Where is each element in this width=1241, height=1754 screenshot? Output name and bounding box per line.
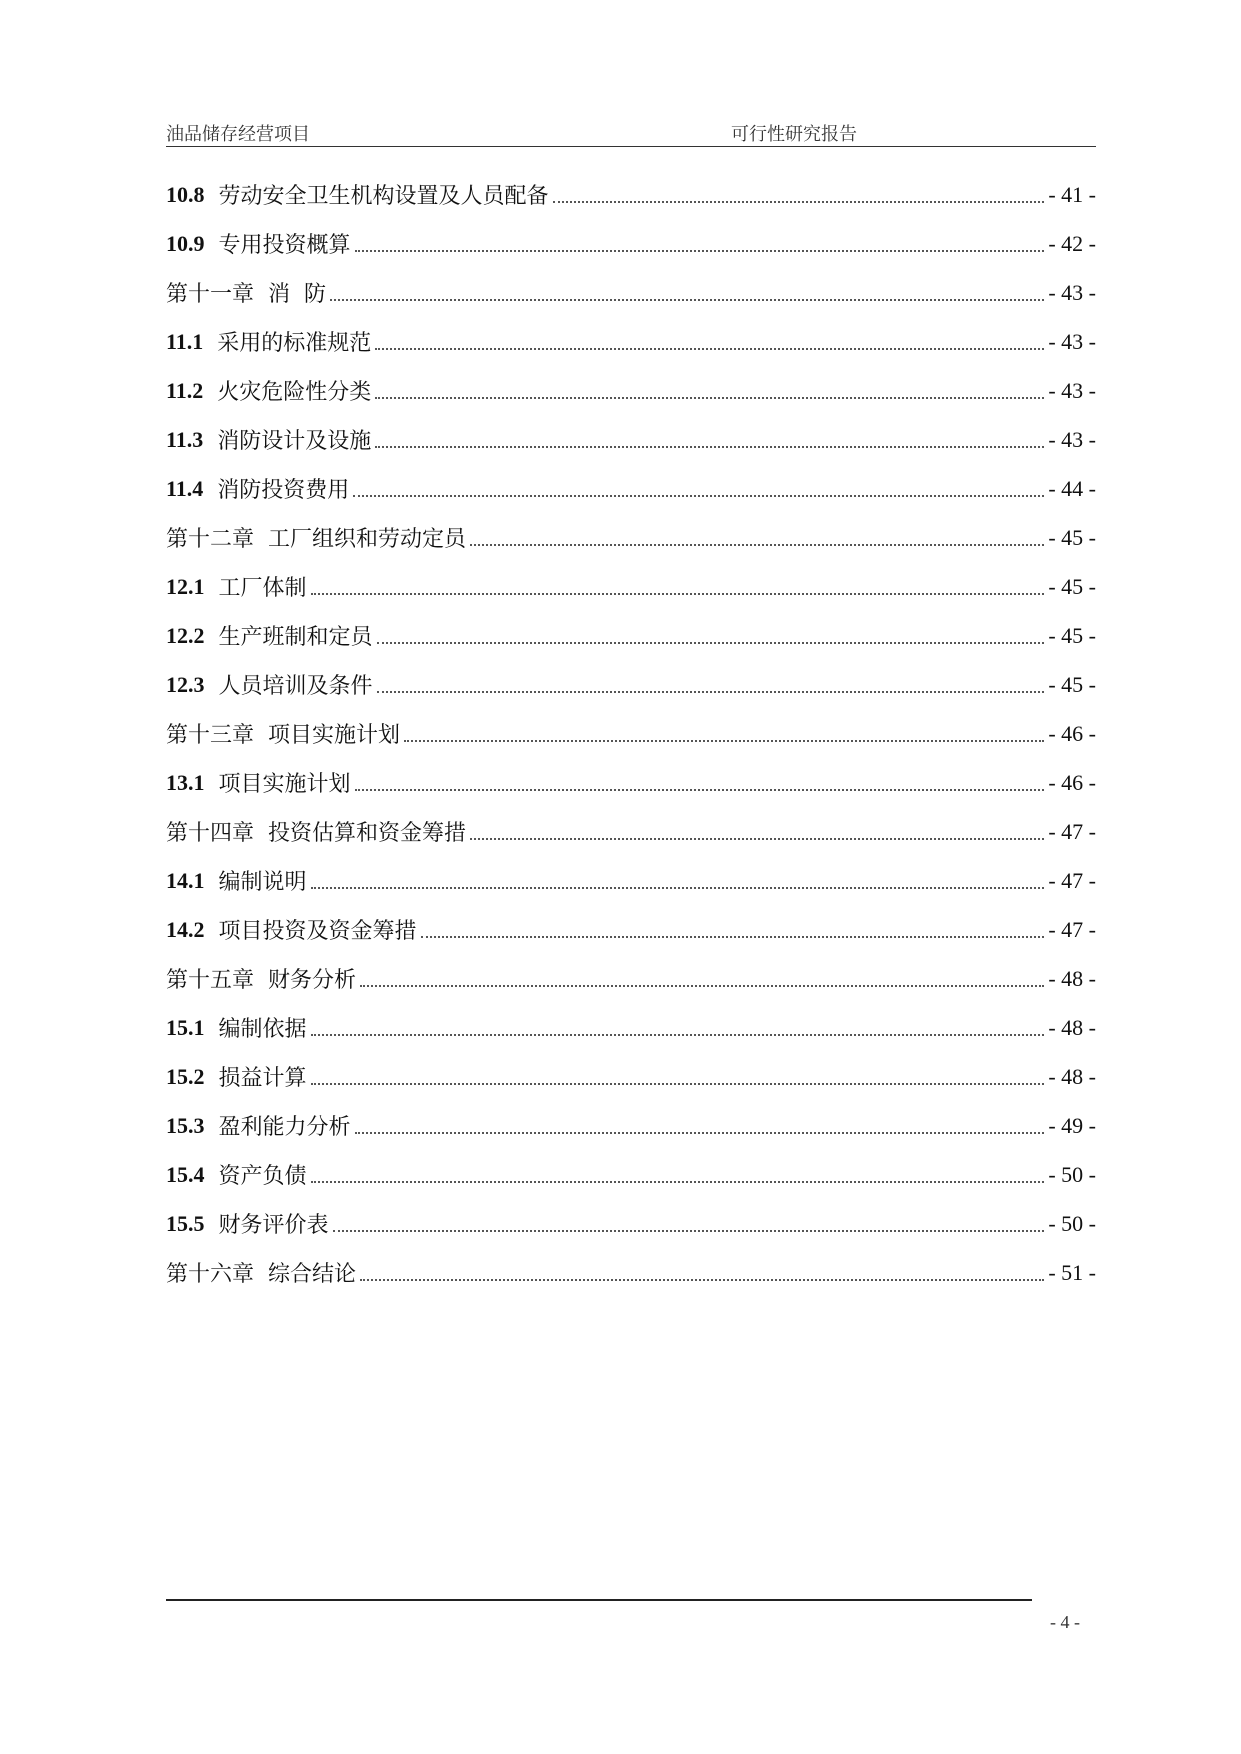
toc-entry-page: - 48 - (1048, 1063, 1096, 1089)
table-of-contents (166, 170, 1096, 1297)
toc-dot-leader (311, 1181, 1045, 1183)
toc-dot-leader (311, 1034, 1045, 1036)
toc-entry-title: 第十四章 投资估算和资金筹措 (166, 821, 466, 846)
toc-entry-page: - 41 - (1048, 181, 1096, 207)
toc-entry-page: - 45 - (1048, 524, 1096, 550)
toc-entry-title: 项目实施计划 (218, 772, 351, 797)
toc-dot-leader (421, 936, 1045, 938)
toc-dot-leader (377, 691, 1045, 693)
header-document-title: 油品储存经营项目 (166, 124, 310, 145)
toc-entry-number: 12.2 (166, 622, 205, 648)
toc-entry-page: - 47 - (1048, 916, 1096, 942)
toc-entry-title: 损益计算 (218, 1066, 307, 1091)
toc-entry[interactable] (166, 170, 1096, 219)
toc-entry-number: 10.9 (166, 230, 205, 256)
toc-entry-page: - 45 - (1048, 573, 1096, 599)
toc-entry-title: 消防设计及设施 (217, 429, 372, 454)
toc-entry[interactable] (166, 366, 1096, 415)
toc-entry[interactable] (166, 660, 1096, 709)
toc-entry-page: - 43 - (1048, 279, 1096, 305)
toc-dot-leader (360, 1279, 1044, 1281)
toc-entry[interactable] (166, 1101, 1096, 1150)
toc-entry-title: 编制依据 (218, 1017, 307, 1042)
toc-dot-leader (470, 838, 1044, 840)
toc-entry-number: 12.3 (166, 671, 205, 697)
toc-entry-title: 专用投资概算 (218, 233, 351, 258)
toc-entry-page: - 47 - (1048, 867, 1096, 893)
toc-entry-title: 编制说明 (218, 870, 307, 895)
toc-entry[interactable] (166, 219, 1096, 268)
toc-entry-number: 10.8 (166, 181, 205, 207)
toc-dot-leader (404, 740, 1044, 742)
toc-entry-number: 15.1 (166, 1014, 205, 1040)
toc-entry-title: 第十三章 项目实施计划 (166, 723, 400, 748)
toc-entry[interactable] (166, 268, 1096, 317)
toc-entry[interactable] (166, 317, 1096, 366)
toc-entry-page: - 50 - (1048, 1161, 1096, 1187)
toc-entry[interactable] (166, 611, 1096, 660)
toc-entry-title: 人员培训及条件 (218, 674, 373, 699)
toc-entry-page: - 44 - (1048, 475, 1096, 501)
toc-entry-title: 第十五章 财务分析 (166, 968, 356, 993)
toc-dot-leader (360, 985, 1044, 987)
toc-entry-page: - 48 - (1048, 965, 1096, 991)
toc-entry-title: 火灾危险性分类 (217, 380, 372, 405)
toc-entry[interactable] (166, 758, 1096, 807)
toc-dot-leader (353, 495, 1044, 497)
toc-entry-page: - 43 - (1048, 426, 1096, 452)
toc-entry-page: - 43 - (1048, 377, 1096, 403)
toc-entry-number: 11.4 (166, 475, 204, 501)
toc-entry-title: 第十二章 工厂组织和劳动定员 (166, 527, 466, 552)
toc-entry-title: 项目投资及资金筹措 (218, 919, 417, 944)
toc-dot-leader (470, 544, 1044, 546)
toc-entry-number: 14.2 (166, 916, 205, 942)
toc-dot-leader (377, 642, 1045, 644)
toc-entry[interactable] (166, 1150, 1096, 1199)
toc-dot-leader (553, 201, 1045, 203)
toc-entry-number: 15.3 (166, 1112, 205, 1138)
toc-entry[interactable] (166, 415, 1096, 464)
toc-entry[interactable] (166, 1052, 1096, 1101)
toc-entry-title: 财务评价表 (218, 1213, 329, 1238)
toc-entry[interactable] (166, 954, 1096, 1003)
toc-entry[interactable] (166, 709, 1096, 758)
page-header (166, 116, 1096, 147)
toc-entry-title: 采用的标准规范 (217, 331, 372, 356)
toc-entry[interactable] (166, 513, 1096, 562)
toc-dot-leader (311, 593, 1045, 595)
toc-entry-title: 劳动安全卫生机构设置及人员配备 (218, 184, 549, 209)
toc-dot-leader (311, 1083, 1045, 1085)
toc-entry-number: 12.1 (166, 573, 205, 599)
toc-dot-leader (355, 1132, 1045, 1134)
footer-divider (166, 1599, 1032, 1601)
toc-entry-number: 15.5 (166, 1210, 205, 1236)
toc-entry-number: 11.1 (166, 328, 204, 354)
toc-entry-page: - 43 - (1048, 328, 1096, 354)
toc-dot-leader (330, 299, 1044, 301)
toc-entry-page: - 47 - (1048, 818, 1096, 844)
toc-entry-number: 15.4 (166, 1161, 205, 1187)
toc-dot-leader (375, 446, 1044, 448)
toc-entry-number: 13.1 (166, 769, 205, 795)
toc-entry[interactable] (166, 856, 1096, 905)
toc-entry-number: 11.3 (166, 426, 204, 452)
toc-entry-title: 生产班制和定员 (218, 625, 373, 650)
toc-entry-title: 第十一章 消 防 (166, 282, 326, 307)
toc-entry-page: - 46 - (1048, 769, 1096, 795)
toc-dot-leader (375, 348, 1044, 350)
toc-dot-leader (355, 250, 1045, 252)
page-number: - 4 - (1050, 1612, 1080, 1632)
toc-entry-page: - 51 - (1048, 1259, 1096, 1285)
toc-entry-title: 资产负债 (218, 1164, 307, 1189)
toc-entry-page: - 48 - (1048, 1014, 1096, 1040)
toc-entry[interactable] (166, 905, 1096, 954)
toc-entry-title: 盈利能力分析 (218, 1115, 351, 1140)
toc-dot-leader (333, 1230, 1045, 1232)
toc-entry-page: - 45 - (1048, 671, 1096, 697)
toc-entry-title: 消防投资费用 (217, 478, 350, 503)
toc-entry-page: - 45 - (1048, 622, 1096, 648)
toc-entry-number: 15.2 (166, 1063, 205, 1089)
header-report-type: 可行性研究报告 (731, 124, 857, 145)
toc-entry-page: - 42 - (1048, 230, 1096, 256)
toc-dot-leader (375, 397, 1044, 399)
toc-entry-number: 14.1 (166, 867, 205, 893)
toc-entry[interactable] (166, 562, 1096, 611)
toc-dot-leader (311, 887, 1045, 889)
toc-entry-page: - 46 - (1048, 720, 1096, 746)
toc-dot-leader (355, 789, 1045, 791)
toc-entry-title: 工厂体制 (218, 576, 307, 601)
toc-entry-page: - 49 - (1048, 1112, 1096, 1138)
toc-entry-number: 11.2 (166, 377, 204, 403)
toc-entry-title: 第十六章 综合结论 (166, 1262, 356, 1287)
toc-entry[interactable] (166, 807, 1096, 856)
toc-entry[interactable] (166, 1003, 1096, 1052)
toc-entry[interactable] (166, 1199, 1096, 1248)
toc-entry-page: - 50 - (1048, 1210, 1096, 1236)
toc-entry[interactable] (166, 1248, 1096, 1297)
toc-entry[interactable] (166, 464, 1096, 513)
